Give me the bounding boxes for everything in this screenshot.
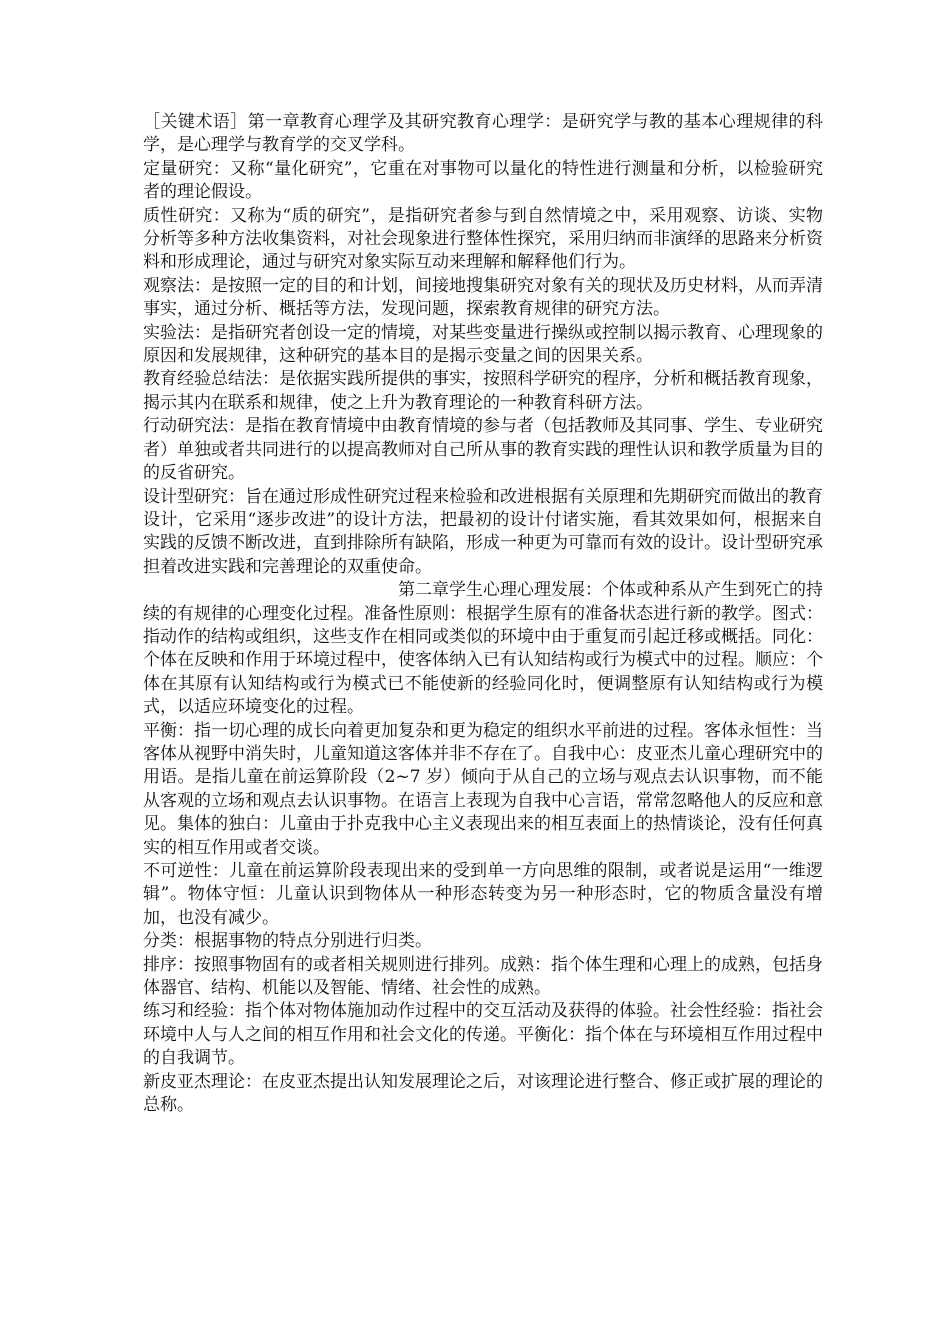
document-body	[143, 111, 823, 1117]
paragraph-chapter-two-development: 第二章学生心理心理发展：个体或种系从产生到死亡的持续的有规律的心理变化过程。准备性原则：根据学生原有的准备状态进行新的教学。图式：指动作的结构或组织，这些支作在相同或类似的环境中由于重复而引起迁移或概括。同化：个体在反映和作用于环境过程中，使客体纳入已有认知结构或行为模式中的过程。顺应：个体在其原有认知结构或行为模式已不能使新的经验同化时，便调整原有认知结构或行为模式，以适应环境变化的过程。	[143, 580, 823, 718]
paragraph-seriation: 排序：按照事物固有的或者相关规则进行排列。成熟：指个体生理和心理上的成熟，包括身体器官、结构、机能以及智能、情绪、社会性的成熟。	[143, 954, 823, 999]
paragraph-key-terms-intro: ［关键术语］第一章教育心理学及其研究教育心理学：是研究学与教的基本心理规律的科学，是心理学与教育学的交叉学科。	[143, 112, 823, 156]
paragraph-experimental-method: 实验法：是指研究者创设一定的情境，对某些变量进行操纵或控制以揭示教育、心理现象的原因和发展规律，这种研究的基本目的是揭示变量之间的因果关系。	[143, 322, 823, 367]
paragraph-action-research: 行动研究法：是指在教育情境中由教育情境的参与者（包括教师及其同事、学生、专业研究者）单独或者共同进行的以提高教师对自己所从事的教育实践的理性认识和教学质量为目的的反省研究。	[143, 416, 823, 484]
paragraph-classification: 分类：根据事物的特点分别进行归类。	[143, 931, 432, 952]
paragraph-design-research: 设计型研究：旨在通过形成性研究过程来检验和改进根据有关原理和先期研究而做出的教育设计，它采用“逐步改进”的设计方法，把最初的设计付诸实施，看其效果如何，根据来自实践的反馈不断改进，直到排除所有缺陷，形成一种更为可靠而有效的设计。设计型研究承担着改进实践和完善理论的双重使命。	[143, 486, 823, 577]
paragraph-observation-method: 观察法：是按照一定的目的和计划，间接地搜集研究对象有关的现状及历史材料，从而弄清事实，通过分析、概括等方法，发现问题，探索教育规律的研究方法。	[143, 275, 823, 320]
paragraph-irreversibility: 不可逆性：儿童在前运算阶段表现出来的受到单一方向思维的限制，或者说是运用“一维逻辑”。物体守恒：儿童认识到物体从一种形态转变为另一种形态时，它的物质含量没有增加，也没有减少。	[143, 861, 823, 928]
paragraph-experience-summary-method: 教育经验总结法：是依据实践所提供的事实，按照科学研究的程序，分析和概括教育现象，揭示其内在联系和规律，使之上升为教育理论的一种教育科研方法。	[143, 369, 823, 413]
paragraph-qualitative-research: 质性研究：又称为“质的研究”，是指研究者参与到自然情境之中，采用观察、访谈、实物分析等多种方法收集资料，对社会现象进行整体性探究，采用归纳而非演绎的思路来分析资料和形成理论，通过与研究对象实际互动来理解和解释他们行为。	[143, 205, 823, 273]
paragraph-practice-experience: 练习和经验：指个体对物体施加动作过程中的交互活动及获得的体验。社会性经验：指社会环境中人与人之间的相互作用和社会文化的传递。平衡化：指个体在与环境相互作用过程中的自我调节。	[143, 1001, 823, 1069]
paragraph-quantitative-research: 定量研究：又称“量化研究”，它重在对事物可以量化的特性进行测量和分析，以检验研究者的理论假设。	[143, 158, 823, 203]
paragraph-neo-piaget: 新皮亚杰理论：在皮亚杰提出认知发展理论之后，对该理论进行整合、修正或扩展的理论的总称。	[143, 1071, 823, 1116]
paragraph-equilibrium: 平衡：指一切心理的成长向着更加复杂和更为稳定的组织水平前进的过程。客体永恒性：当客体从视野中消失时，儿童知道这客体并非不存在了。自我中心：皮亚杰儿童心理研究中的用语。是指儿童在前运算阶段（2~7 岁）倾向于从自己的立场与观点去认识事物，而不能从客观的立场和观点去认识事物。在语言上表现为自我中心言语，常常忽略他人的反应和意见。集体的独白：儿童由于扑克我中心主义表现出来的相互表面上的热情谈论，没有任何真实的相互作用或者交谈。	[143, 720, 823, 858]
